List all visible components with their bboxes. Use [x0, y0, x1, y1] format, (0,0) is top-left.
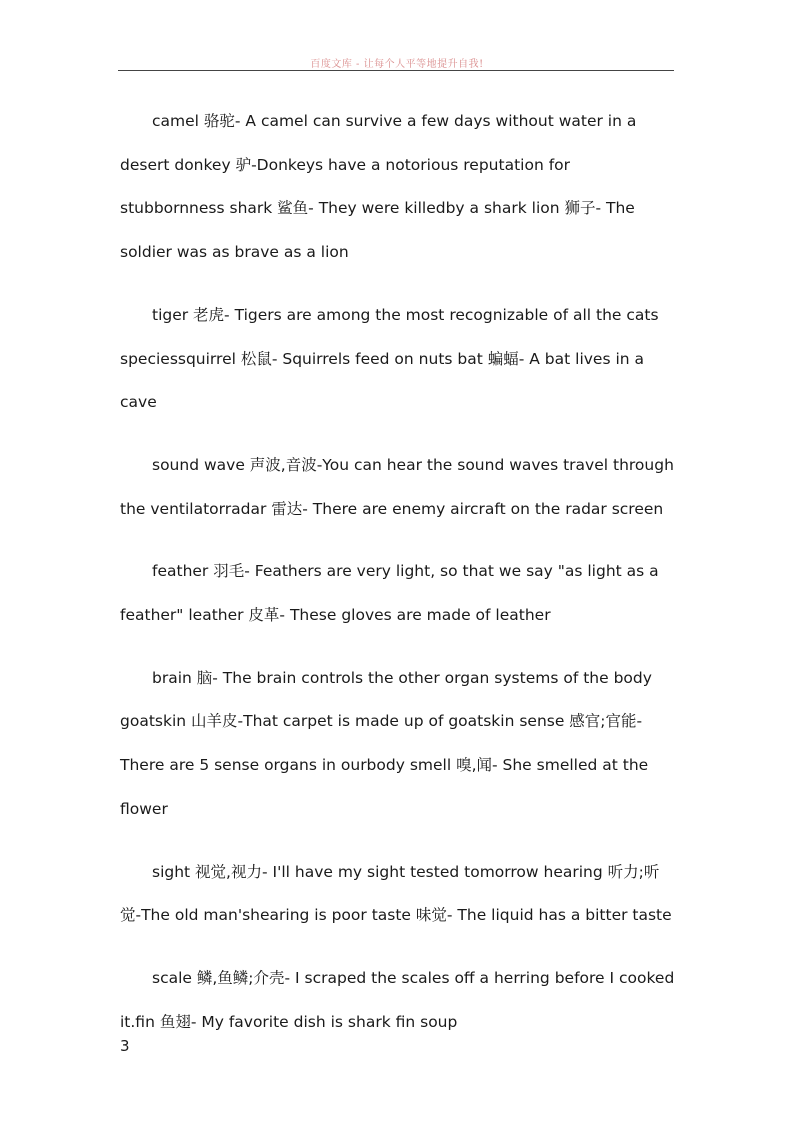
paragraph-animals: camel 骆驼- A camel can survive a few days without water in a desert donkey 驴-Donkeys have a notorious reputation for stubbornness shark 鲨鱼- They were killedby a shark lion 狮子- The soldier was as brave as a lion	[120, 112, 637, 262]
paragraph-sight: sight 视觉,视力- I'll have my sight tested tomorrow hearing 听力;听觉-The old man'shearing is poor taste 味觉- The liquid has a bitter taste	[120, 862, 672, 925]
paragraph-scale: scale 鳞,鱼鳞;介壳- I scraped the scales off a herring before I cooked it.fin 鱼翅- My favorite dish is shark fin soup	[120, 968, 675, 1031]
paragraph-senses: brain 脑- The brain controls the other organ systems of the body goatskin 山羊皮-That carpet is made up of goatskin sense 感官;官能-There are 5 sense organs in ourbody smell 嗅,闻- She smelled at the flower	[120, 668, 652, 818]
page-number: 3	[120, 1037, 130, 1055]
paragraph-cats: tiger 老虎- Tigers are among the most recognizable of all the cats speciessquirrel 松鼠- Squirrels feed on nuts bat 蝙蝠- A bat lives in a cave	[120, 305, 659, 412]
document-body	[120, 100, 676, 1063]
paragraph-sound: sound wave 声波,音波-You can hear the sound waves travel through the ventilatorradar 雷达- There are enemy aircraft on the radar screen	[120, 455, 674, 518]
page-header: 百度文库 - 让每个人平等地提升自我!	[310, 59, 484, 70]
paragraph-feather: feather 羽毛- Feathers are very light, so that we say "as light as a feather" leather 皮革- These gloves are made of leather	[120, 562, 659, 625]
header-divider	[118, 70, 674, 71]
